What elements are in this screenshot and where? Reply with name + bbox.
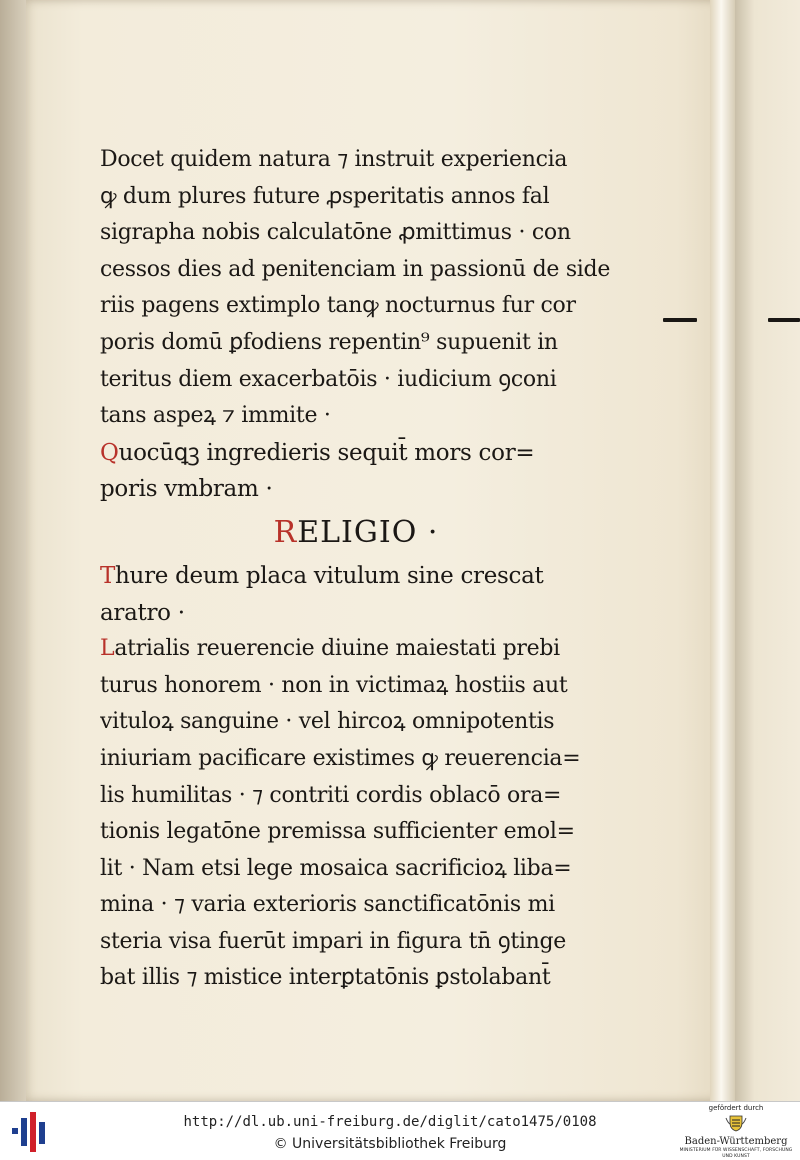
text-line: tionis legatōne premissa sufficienter emol=: [100, 819, 575, 845]
text-line: turus honorem · non in victimaꝝ hostiis aut: [100, 672, 568, 698]
text-line: cessos dies ad penitenciam in passionū de side: [100, 256, 611, 282]
page-gutter: [710, 0, 735, 1101]
sponsor-badge: [676, 1104, 796, 1158]
binding-edge: [0, 0, 26, 1101]
paragraph-commentary: [100, 668, 612, 997]
text-line: bat illis ⁊ mistice interꝑtatōnis ꝑstolabant̄: [100, 965, 551, 991]
opposite-page-edge: [735, 0, 800, 1101]
verse-line: aratro ·: [100, 599, 185, 626]
paragraph-docet: [100, 142, 612, 435]
text-line: sigrapha nobis calculatōne ꝓmittimus · con: [100, 220, 571, 246]
opposite-page-mark: [768, 318, 800, 322]
rubricated-initial: L: [100, 636, 115, 662]
sponsor-ministry: MINISTERIUM FÜR WISSENSCHAFT, FORSCHUNG UND KUNST: [679, 1148, 793, 1159]
text-line: teritus diem exacerbatōis · iudicium ꝯconi: [100, 366, 557, 392]
viewer-footer: [0, 1101, 800, 1160]
rubricated-initial: R: [273, 514, 298, 550]
permalink-url[interactable]: http://dl.ub.uni-freiburg.de/diglit/cato1475/0108: [183, 1114, 597, 1130]
opposite-page-mark: [663, 318, 697, 322]
text-line: iniuriam pacificare existimes ꝙ reuerencia=: [100, 745, 581, 771]
rubricated-initial: Q: [100, 439, 119, 466]
section-heading: RELIGIO ·: [273, 514, 439, 550]
text-line: poris domū ꝑfodiens repentin⁹ supuenit in: [100, 329, 558, 355]
sponsor-label: gefördert durch: [708, 1104, 764, 1112]
text-line: riis pagens extimplo tanꝙ nocturnus fur cor: [100, 293, 576, 319]
text-line: ꝙ dum plures future ꝓsperitatis annos fal: [100, 183, 550, 209]
text-line: lis humilitas · ⁊ contriti cordis oblacō ora=: [100, 782, 562, 808]
page-text: [100, 142, 612, 997]
text-line: mina · ⁊ varia exterioris sanctificatōnis mi: [100, 892, 555, 918]
text-line: steria visa fuerūt impari in figura tn̄ ꝯtinge: [100, 928, 566, 954]
coat-of-arms-icon: [725, 1114, 747, 1132]
copyright-notice: © Universitätsbibliothek Freiburg: [273, 1136, 507, 1152]
text-line: vituloꝝ sanguine · vel hircoꝝ omnipotentis: [100, 709, 555, 735]
quote-line: poris vmbram ·: [100, 476, 273, 503]
verse-line: Thure deum placa vitulum sine crescat: [100, 562, 544, 589]
rubricated-initial: T: [100, 562, 116, 589]
text-line: lit · Nam etsi lege mosaica sacrificioꝝ liba=: [100, 855, 572, 881]
text-line: Docet quidem natura ⁊ instruit experiencia: [100, 147, 568, 172]
text-line: tans aspeꝝ ⁊ immite ·: [100, 403, 331, 429]
quote-line: Quocūꝗꝫ ingredieris sequit̄ mors cor=: [100, 439, 535, 466]
sponsor-name: Baden-Württemberg: [684, 1136, 788, 1147]
commentary-line: Latrialis reuerencie diuine maiestati prebi: [100, 636, 560, 662]
